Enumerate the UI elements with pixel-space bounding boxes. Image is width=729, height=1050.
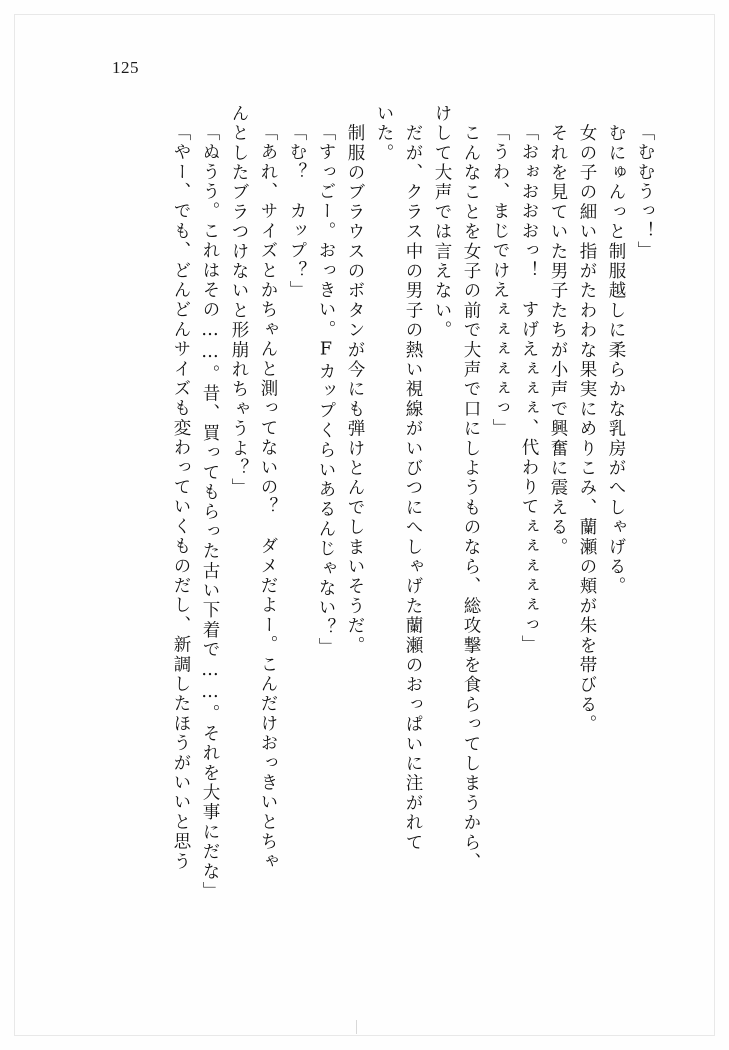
page-number: 125 xyxy=(112,58,139,77)
text-line: だが、クラス中の男子の熱い視線がいびつにへしゃげた蘭瀬のおっぱいに注がれて xyxy=(403,104,423,853)
text-line: 制服のブラウスのボタンが今にも弾けとんでしまいそうだ。 xyxy=(345,104,365,656)
text-line: 「うわ、まじでけえぇぇぇぇぇっ」 xyxy=(490,123,510,439)
text-line: こんなことを女子の前で大声で口にしようものなら、総攻撃を食らってしまうから、 xyxy=(461,104,481,873)
text-line: 「おぉおおおっ！ すげえぇぇぇ、代わりてぇぇぇぇぇっ」 xyxy=(519,123,539,655)
text-line: 「むむうっ！」 xyxy=(635,123,655,261)
text-line: 「すっごー。おっきい。Fカップくらいあるんじゃない？」 xyxy=(316,123,336,658)
text-line: 「あれ、サイズとかちゃんと測ってないの？ ダメだよー。こんだけおっきいとちゃ xyxy=(258,123,278,872)
body-text xyxy=(53,104,653,976)
text-line: 「む？ カップ？」 xyxy=(287,123,307,301)
text-line: それを見ていた男子たちが小声で興奮に震える。 xyxy=(548,104,568,558)
text-line: むにゅんっと制服越しに柔らかな乳房がへしゃげる。 xyxy=(606,104,626,597)
footer-mark xyxy=(356,1020,357,1034)
text-line: 「やー、でも、どんどんサイズも変わっていくものだし、新調したほうがいいと思う xyxy=(171,123,191,872)
text-line: 女の子の細い指がたわわな果実にめりこみ、蘭瀬の頬が朱を帯びる。 xyxy=(577,104,597,735)
text-line: いた。 xyxy=(374,104,394,164)
text-line: けして大声では言えない。 xyxy=(432,104,452,341)
text-line: 「ぬうう。これはその……。昔、買ってもらった古い下着で……。それを大事にだな」 xyxy=(200,123,220,902)
text-line: んとしたブラつけないと形崩れちゃうよ？」 xyxy=(229,104,249,498)
